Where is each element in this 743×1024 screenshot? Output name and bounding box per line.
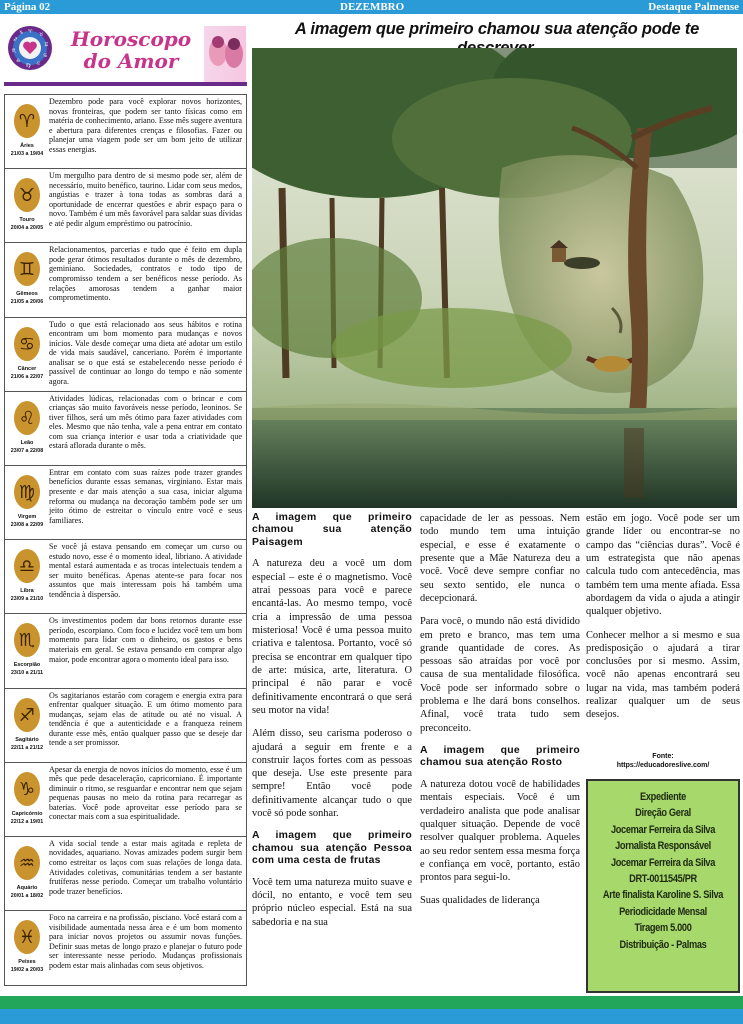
sign-cancer	[5, 318, 246, 392]
svg-text:♌: ♌	[36, 61, 41, 67]
svg-text:♓: ♓	[18, 927, 36, 949]
cancer-icon	[13, 326, 41, 362]
sign-capricorn	[5, 763, 246, 837]
sign-name: Áries	[20, 143, 34, 149]
sign-scorpio	[5, 614, 246, 688]
sign-text: Atividades lúdicas, relacionadas com o brincar e com crianças são muito favoráveis nesse período, leoninos. Se tiver filhos, será um mês ótimo para fazer atividades com eles. Mesmo que não tenha, vale a pena entrar em contato com sua criança interior e usar toda a criatividade que estará aflorada durante o mês.	[49, 393, 242, 451]
bottom-bar-blue	[0, 1009, 743, 1024]
sign-dates: 21/03 a 19/04	[10, 151, 44, 157]
expediente-line: Jocemar Ferreira da Silva	[610, 823, 716, 836]
sign-name: Gêmeos	[16, 291, 38, 298]
expediente-line: Periodicidade Mensal	[619, 905, 707, 918]
sign-taurus	[5, 169, 246, 243]
sign-leo	[5, 392, 246, 466]
expediente-line: Direção Geral	[635, 807, 691, 820]
sign-text: Os sagitarianos estarão com coragem e energia extra para enfrentar qualquer situação. E um ótimo momento para mudanças, sejam elas de atitude ou até no visual. A tendência é que a autenticidade e a franqueza reinem durante esse mês, então qualquer passo que se deseje dar tende a ser promissor.	[49, 690, 242, 748]
paragraph: Você tem uma natureza muito suave e dócil, no entanto, e você tem seu próprio núcleo especial. Está na sua sabedoria e na sua	[252, 876, 412, 928]
sign-text: Dezembro pode para você explorar novos horizontes, novas fronteiras, que podem ser tanto físicas como em matéria de conhecimento, ariano. Esse mês sugere aventura e abertura para diferentes crenças e filosofias. Fazer ou planejar uma viagem pode ser um bom jeito de utilizar essas energias.	[49, 97, 242, 154]
sign-dates: 22/11 a 21/12	[10, 744, 44, 751]
section-heading-rosto: A imagem que primeiro chamou sua atenção Rosto	[420, 745, 580, 769]
sign-name: Touro	[19, 217, 35, 224]
sign-aquarius	[5, 837, 246, 911]
sign-pisces	[5, 911, 246, 985]
top-bar	[0, 0, 743, 14]
svg-text:♑: ♑	[18, 778, 36, 800]
paragraph: Conhecer melhor a si mesmo e sua predisposição o ajudará a tirar conclusões por si mesmo. Assim, você não apenas encontrará seu lugar na vida, mas também poderá realizar qualquer um de seus desejos.	[586, 629, 740, 721]
bottom-bar	[0, 996, 743, 1024]
svg-text:♐: ♐	[13, 37, 18, 43]
article-column-1	[252, 512, 412, 939]
svg-text:♊: ♊	[44, 42, 49, 48]
article-headline: A imagem que primeiro chamou sua atenção pode te	[294, 20, 700, 38]
svg-text:♊: ♊	[18, 259, 36, 281]
svg-text:♉: ♉	[18, 185, 36, 207]
sign-name: Sagitário	[15, 736, 39, 743]
paragraph: Suas qualidades de liderança	[420, 895, 540, 907]
svg-text:♍: ♍	[18, 481, 36, 503]
article-column-2	[420, 512, 580, 918]
svg-text:♋: ♋	[43, 53, 48, 59]
horoscope-list	[4, 94, 247, 986]
scorpio-icon	[13, 622, 41, 658]
sign-virgo	[5, 466, 246, 540]
expediente-line: Jornalista Responsável	[615, 840, 711, 853]
source-label: Fonte:	[652, 753, 674, 760]
bottom-bar-green	[0, 996, 743, 1009]
sign-name: Libra	[20, 588, 34, 595]
sign-dates: 23/10 a 21/11	[10, 670, 44, 677]
sign-dates: 20/01 a 18/02	[10, 892, 44, 899]
sign-dates: 23/08 a 22/09	[10, 521, 44, 528]
svg-text:♏: ♏	[12, 48, 17, 54]
svg-text:♐: ♐	[18, 704, 36, 726]
expediente-line: DRT-0011545/PR	[629, 873, 697, 886]
svg-text:♌: ♌	[18, 407, 36, 429]
aries-icon	[13, 103, 41, 139]
expediente-box	[586, 779, 740, 993]
expediente-line: Tiragem 5.000	[634, 922, 692, 935]
sign-dates: 23/09 a 21/10	[10, 596, 44, 603]
paragraph: Além disso, seu carisma poderoso o ajudará a seguir em frente e a construir laços fortes com as pessoas que deseja. Use este presente para sempre! Então você pode definitivamente alcançar tudo o que você só pode sonhar.	[252, 728, 412, 820]
sign-aries	[5, 95, 246, 169]
svg-text:♋: ♋	[18, 333, 36, 355]
sign-dates: 19/02 a 20/03	[10, 967, 44, 974]
paragraph: A natureza deu a você um dom especial – este é o magnetismo. Você atrai pessoas para você e parece encantá-las. Ao mesmo tempo, você cria a impressão de uma pessoa misteriosa! Você é uma pessoa muito criativa e talentosa. Portanto, você só precisa se encontrar em qualquer tipo de arte: música, arte, literatura. O principal é não parar e você definitivamente encontrará o que será seu motor na vida!	[252, 558, 412, 716]
horoscope-logo	[4, 24, 247, 90]
sign-name: Virgem	[17, 513, 37, 520]
sagittarius-icon	[13, 697, 41, 733]
sign-text: Entrar em contato com suas raízes pode trazer grandes benefícios durante essas semanas, virginiano. Estar mais presente e dar mais atenção a sua casa, iniciar alguma reforma ou mudança na decoração também pode ser um jeito ótimo de estreitar o vínculo entre você e seus familiares.	[49, 467, 242, 525]
sign-name: Leão	[20, 439, 34, 446]
sign-dates: 21/05 a 20/06	[10, 299, 44, 306]
article-source	[586, 752, 740, 770]
sign-text: Apesar da energia de novos inícios do momento, esse é um mês que pede desaceleração, capricorniano. É importante diminuir o ritmo, se resguardar e encontrar nem que sejam pequenas pausas no meio da rotina para recarregar as baterias. Você pode aproveitar esse período para se conectar mais com a sua espiritualidade.	[49, 764, 242, 822]
sign-text: Se você já estava pensando em começar um curso ou estudo novo, esse é o momento ideal, libriano. A atividade mental estará aumentada e as trocas intelectuais tendem a ser muito benéficas. Apenas atente-se para focar nos assuntos que mais interessam pois há também uma tendência à dispersão.	[49, 542, 242, 599]
sign-text: Tudo o que está relacionado aos seus hábitos e rotina encontram um bom momento para mudanças e novos inícios. Vale desde começar uma dieta até adotar um estilo de vida mais saudável, canceriano. Porém é importante analisar se o que está se estabelecendo nesse período é passível de continuar ao longo do tempo e não somente agora.	[49, 319, 242, 386]
sign-dates: 23/07 a 22/08	[10, 447, 44, 454]
sign-name: Peixes	[18, 959, 36, 966]
horoscope-title	[56, 28, 206, 72]
article-column-3	[586, 512, 740, 732]
sign-dates: 21/06 a 22/07	[10, 373, 44, 380]
sign-text: Um mergulho para dentro de si mesmo pode ser, além de necessário, muito benéfico, taurino. Lidar com seus medos, angústias e trazer à tona todas as sombras dará a oportunidade de encerrar questões e abrir espaço para o novo. Também é um mês favorável para saldar suas dívidas e até pedir algum empréstimo ou patrocínio.	[49, 171, 242, 228]
section-heading-pessoa: A imagem que primeiro chamou sua atenção Pessoa com uma cesta de frutas	[252, 830, 412, 867]
virgo-icon	[13, 474, 41, 510]
sign-libra	[5, 540, 246, 614]
sign-dates: 22/12 a 19/01	[10, 818, 44, 825]
expediente-title: Expediente	[640, 791, 686, 803]
paragraph: estão em jogo. Você pode ser um grande líder ou encontrar-se no campo das “ciências duras”. Você é um estrategista que não apenas calcula tudo com antecedência, mas também tem uma mente afiada. Essa abordagem da vida o ajuda a atingir qualquer objetivo.	[586, 513, 740, 618]
expediente-line: Distribuição - Palmas	[619, 938, 707, 951]
svg-text:♈: ♈	[28, 29, 33, 35]
svg-text:♑: ♑	[19, 30, 24, 36]
horoscope-title-line1: Horoscopo	[70, 27, 192, 51]
svg-text:♎: ♎	[18, 556, 36, 578]
svg-text:♍: ♍	[26, 63, 31, 69]
paragraph: capacidade de ler as pessoas. Nem todo mundo tem uma intuição especial, e esse é exatamente o presente que a Mãe Natureza deu a você. Você deve sempre confiar no seu sexto sentido, ele nunca o decepcionará.	[420, 513, 580, 604]
section-heading-paisagem: A imagem que primeiro chamou sua atenção Paisagem	[252, 512, 412, 548]
page-number: Página 02	[4, 1, 51, 13]
horoscope-title-line2: do Amor	[83, 49, 179, 73]
expediente-line: Jocemar Ferreira da Silva	[610, 856, 716, 869]
aquarius-icon	[13, 845, 41, 881]
sign-text: Foco na carreira e na profissão, pisciano. Você estará com a visibilidade aumentada nessa área e é um bom momento para iniciar novos projetos ou assumir novas funções. Definir suas metas de longo prazo e planejar o futuro pode ser interessante nesse período. Mudanças profissionais podem estar mais alinhadas com seus objetivos.	[49, 913, 242, 970]
svg-text:♉: ♉	[39, 32, 44, 38]
sign-name: Escorpião	[13, 662, 41, 669]
horoscope-column	[4, 24, 247, 992]
sign-text: Relacionamentos, parcerias e tudo que é feito em dupla pode gerar ótimos resultados durante o mês de dezembro, geminiano. Sociedades, contratos e todo tipo de compromisso tendem a ser benéficos nesse período. As relações amorosas tendem a ganhar maior comprometimento.	[49, 245, 242, 303]
svg-text:♎: ♎	[16, 58, 21, 64]
taurus-icon	[13, 177, 41, 213]
svg-text:♈: ♈	[18, 111, 36, 132]
section-label: Destaque Palmense	[648, 1, 739, 13]
paragraph: A natureza dotou você de habilidades mentais especiais. Você é um verdadeiro analista que pode analisar qualquer situação. Depende de você resolver qualquer problema. Aqueles ao seu redor sentem essa mesma força e confiança em você, portanto, estão prontos para segui-lo.	[420, 778, 580, 884]
month-label: DEZEMBRO	[340, 1, 405, 13]
source-link[interactable]: https://educadoreslive.com/	[616, 762, 710, 770]
sign-name: Aquário	[16, 884, 38, 891]
sign-name: Câncer	[17, 365, 37, 372]
leo-icon	[13, 400, 41, 436]
pisces-icon	[13, 919, 41, 955]
libra-icon	[13, 548, 41, 584]
capricorn-icon	[13, 771, 41, 807]
expediente-line: Arte finalista Karoline S. Silva	[602, 889, 724, 902]
sign-text: Os investimentos podem dar bons retornos durante esse período, escorpiano. Com foco e lucidez você tem um bom momento para lidar com o dinheiro, os gastos e bens materiais em geral. Se estava pensando em comprar algo maior, pode encontrar agora o momento ideal para isso.	[49, 616, 242, 664]
paragraph: Para você, o mundo não está dividido em preto e branco, mas tem uma grande quantidade de cores. As pessoas são atraídas por você por causa de sua mentalidade filosófica. Você pode ser informado sobre o problema e lhe dará bons conselhos. Afinal, você trata tudo sem preconceito.	[420, 616, 580, 734]
sign-sagittarius	[5, 689, 246, 763]
svg-text:♒: ♒	[18, 852, 36, 874]
sign-gemini	[5, 243, 246, 317]
svg-text:♏: ♏	[18, 630, 36, 652]
sign-text: A vida social tende a estar mais agitada e repleta de novidades, aquariano. Novas amizades podem surgir bem como estreitar os laços com suas relações de longa data. Atividades coletivas, comunitárias tendem a ser bastante frutíferas nesse período. Começar um trabalho voluntário pode trazer benefícios.	[49, 838, 242, 896]
gemini-icon	[13, 251, 41, 287]
sign-dates: 20/04 a 20/05	[10, 225, 44, 232]
illusion-painting	[252, 48, 737, 508]
sign-name: Capricórnio	[11, 810, 43, 817]
